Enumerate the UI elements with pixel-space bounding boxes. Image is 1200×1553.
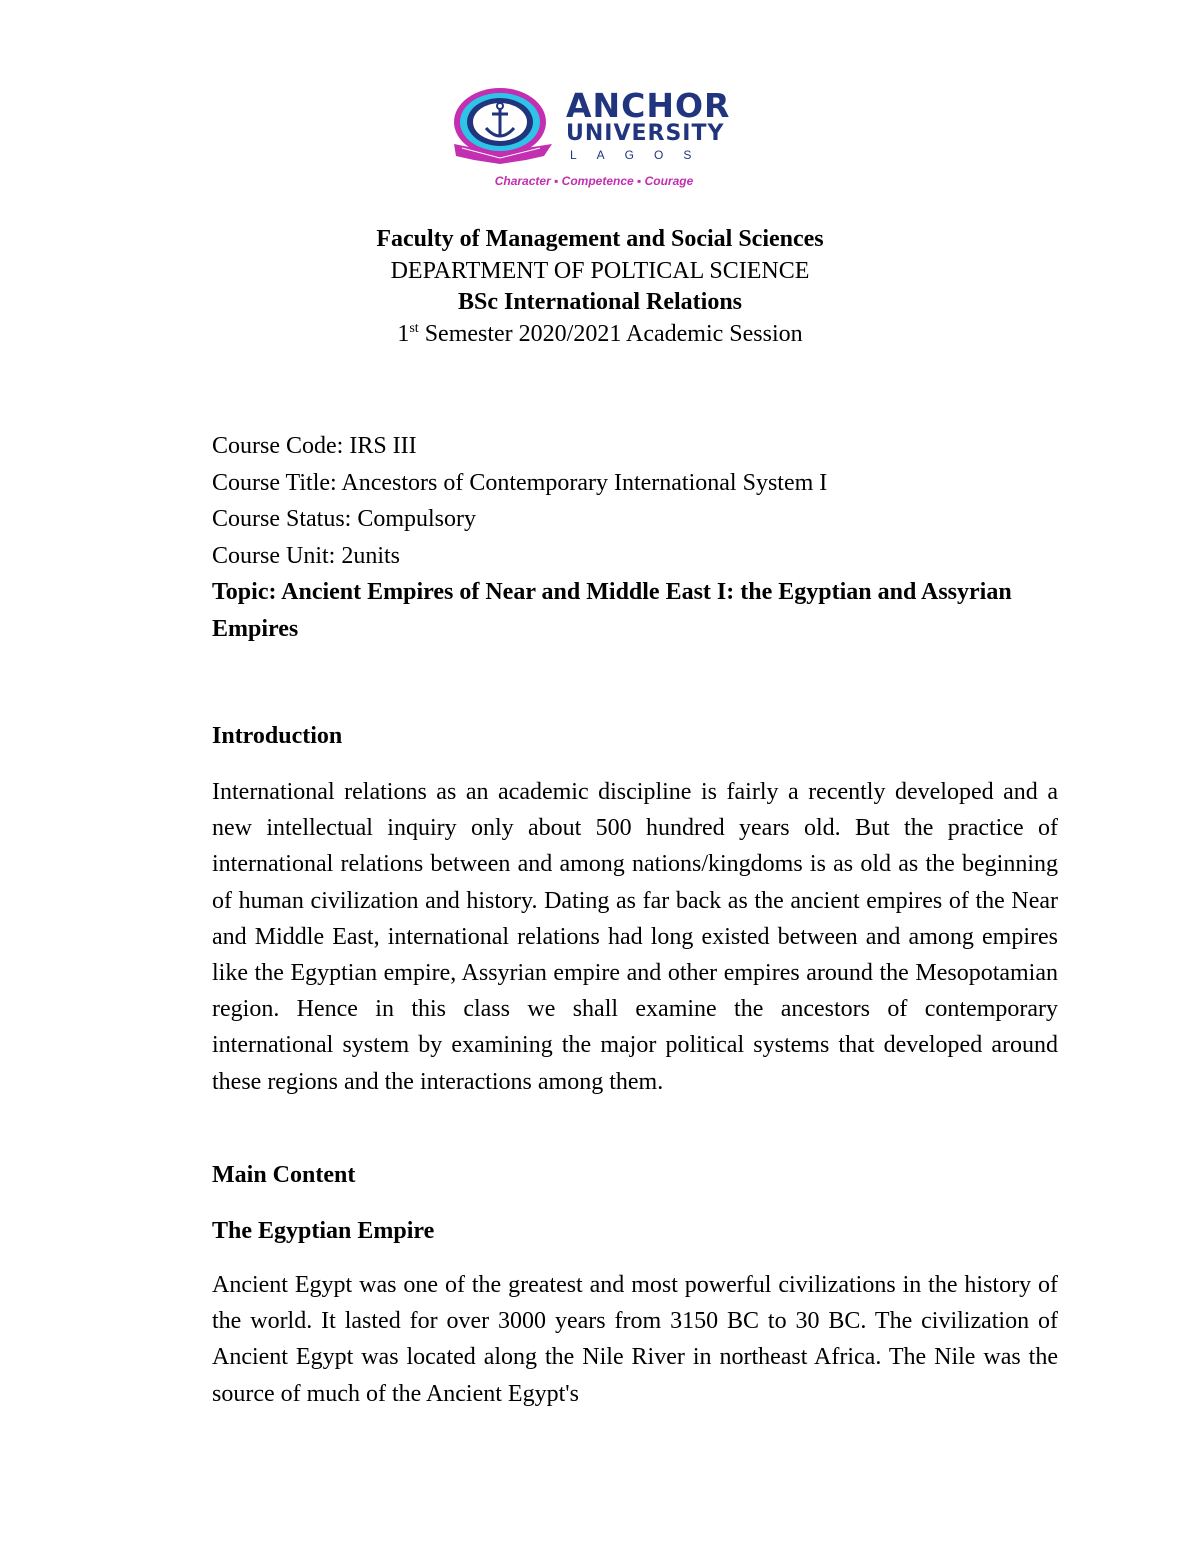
logo-name-line-2: UNIVERSITY [566,121,725,146]
logo-name-line-1: ANCHOR [566,86,731,125]
semester-rest: Semester 2020/2021 Academic Session [418,320,803,347]
course-topic: Topic: Ancient Empires of Near and Middle East I: the Egyptian and Assyrian Empires [212,579,1012,642]
semester-number: 1 [397,320,410,347]
programme-name: BSc International Relations [457,289,742,315]
department-name: DEPARTMENT OF POLTICAL SCIENCE [390,257,810,284]
logo-motto: Character ▪ Competence ▪ Courage [494,174,694,188]
course-info [212,428,1072,647]
egyptian-empire-heading: The Egyptian Empire [212,1218,435,1244]
faculty-name: Faculty of Management and Social Sciences [376,226,824,252]
university-crest-icon [448,84,560,170]
logo-name-line-3: LAGOS [570,148,712,162]
semester-line [200,319,1000,351]
main-content-heading: Main Content [212,1162,356,1188]
egyptian-empire-paragraph: Ancient Egypt was one of the greatest and most powerful civilizations in the history of the world. It lasted for over 3000 years from 3150 BC to 30 BC. The civilization of Ancient Egypt was located along the Nile River in northeast Africa. The Nile was the source of much of the Ancient Egypt's [212,1272,1058,1407]
course-status: Course Status: Compulsory [212,506,477,532]
course-unit: Course Unit: 2units [212,542,401,569]
semester-suffix: st [409,320,419,336]
introduction-heading: Introduction [212,723,343,749]
introduction-paragraph: International relations as an academic discipline is fairly a recently developed and a new intellectual inquiry only about 500 hundred years old. But the practice of international relations between and among nations/kingdoms is as old as the beginning of human civilization and history. Dating as far back as the ancient empires of the Near and Middle East, international relations had long existed between and among empires like the Egyptian empire, Assyrian empire and other empires around the Mesopotamian region. Hence in this class we shall examine the ancestors of contemporary international system by examining the major political systems that developed around these regions and the interactions among them. [212,779,1058,1095]
course-code: Course Code: IRS III [212,433,417,459]
university-logo [448,84,748,196]
document-header [200,224,1000,350]
course-title: Course Title: Ancestors of Contemporary International System I [212,469,828,496]
